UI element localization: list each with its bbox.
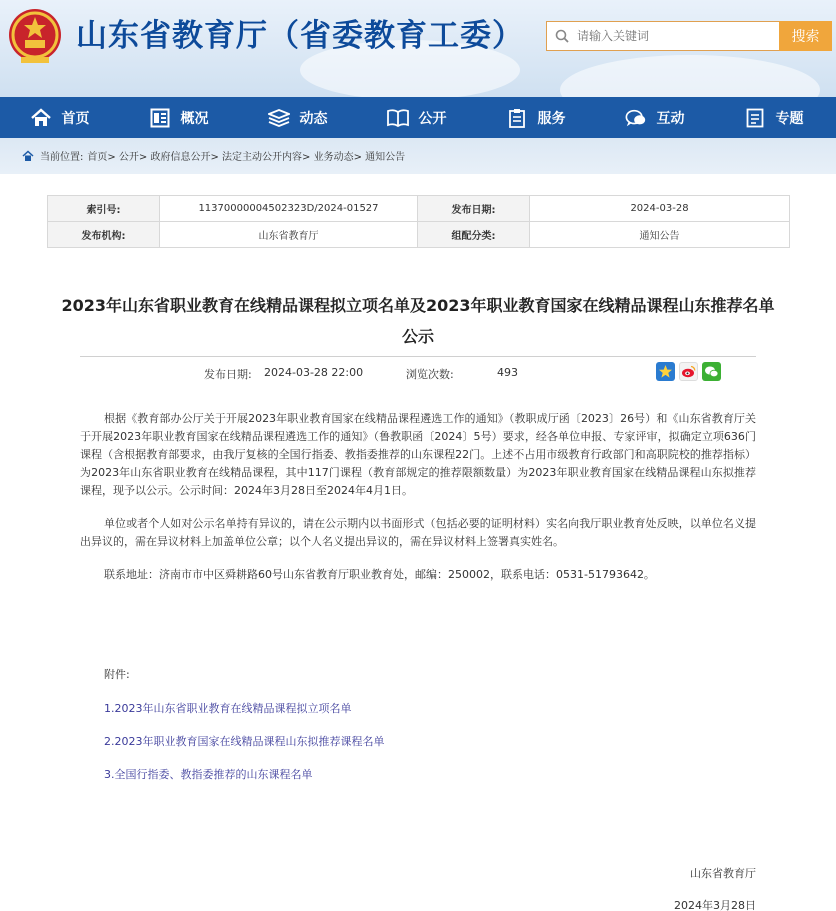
- attachments-label: 附件:: [104, 668, 130, 681]
- category-label: 组配分类:: [418, 222, 530, 248]
- publish-label: 发布日期:: [204, 368, 252, 381]
- search-button[interactable]: 搜索: [779, 21, 832, 51]
- views-label: 浏览次数:: [406, 368, 454, 381]
- home-icon: [22, 150, 34, 162]
- weibo-share-icon[interactable]: [679, 362, 698, 381]
- date-value: 2024-03-28: [530, 196, 790, 222]
- article-title: 2023年山东省职业教育在线精品课程拟立项名单及2023年职业教育国家在线精品课程山东推荐名单公示: [61, 296, 775, 346]
- article-paragraph: 单位或者个人如对公示名单持有异议的，请在公示期内以书面形式（包括必要的证明材料）实名向我厅职业教育处反映，以单位名义提出异议的，需在异议材料上加盖单位公章；以个人名义提出异议的，需在异议材料上签署真实姓名。: [80, 517, 756, 548]
- nav-label: 服务: [537, 110, 566, 127]
- nav-label: 专题: [775, 110, 804, 127]
- share-buttons: [656, 362, 721, 381]
- nav-item-public[interactable]: [357, 97, 476, 138]
- nav-label: 公开: [418, 110, 447, 127]
- contact-paragraph: 联系地址：济南市市中区舜耕路60号山东省教育厅职业教育处，邮编：250002，联系电话：0531-51793642。: [104, 568, 655, 581]
- attachment-link[interactable]: 1.2023年山东省职业教育在线精品课程拟立项名单: [104, 702, 352, 715]
- nav-item-overview[interactable]: [119, 97, 238, 138]
- nav-item-home[interactable]: [0, 97, 119, 138]
- breadcrumb: [22, 148, 405, 163]
- nav-item-service[interactable]: [476, 97, 595, 138]
- site-header: [0, 0, 836, 97]
- clipboard-icon: [506, 107, 528, 129]
- nav-item-interact[interactable]: [595, 97, 714, 138]
- date-label: 发布日期:: [418, 196, 530, 222]
- main-nav: [0, 97, 836, 138]
- search-box[interactable]: [546, 21, 780, 51]
- home-icon: [30, 107, 52, 129]
- publish-value: 2024-03-28 22:00: [264, 366, 364, 379]
- nav-label: 概况: [180, 110, 209, 127]
- breadcrumb-path[interactable]: 首页> 公开> 政府信息公开> 法定主动公开内容> 业务动态> 通知公告: [87, 152, 406, 163]
- nav-label: 动态: [299, 110, 328, 127]
- breadcrumb-prefix: 当前位置:: [40, 152, 84, 163]
- document-icon: [744, 107, 766, 129]
- org-label: 发布机构:: [48, 222, 160, 248]
- header-decoration: [560, 55, 820, 97]
- wechat-share-icon[interactable]: [702, 362, 721, 381]
- meta-table: [47, 195, 790, 248]
- category-value: 通知公告: [530, 222, 790, 248]
- national-emblem-icon: [7, 7, 63, 67]
- signature-org: 山东省教育厅: [690, 867, 756, 880]
- index-label: 索引号:: [48, 196, 160, 222]
- nav-item-topics[interactable]: [714, 97, 833, 138]
- search-input[interactable]: [577, 29, 767, 43]
- index-value: 11370000004502323D/2024-01527: [160, 196, 418, 222]
- book-icon: [387, 107, 409, 129]
- attachment-link[interactable]: 2.2023年职业教育国家在线精品课程山东拟推荐课程名单: [104, 735, 385, 748]
- article-paragraph: 根据《教育部办公厅关于开展2023年职业教育国家在线精品课程遴选工作的通知》（教职成厅函〔2023〕26号）和《山东省教育厅关于开展2023年职业教育国家在线精品课程遴选工作的通知》（鲁教职函〔2024〕5号）要求，经各单位申报、专家评审，拟确定立项636门课程（含根据教育部要求，由我厅复核的全国行指委、教指委推荐的山东课程22门。上述不占用市级教育行政部门和高职院校的推荐指标）为2023年山东省职业教育在线精品课程，其中117门课程（教育部规定的推荐限额数量）为2023年职业教育国家在线精品课程山东拟推荐课程，现予以公示。公示时间：2024年3月28日至2024年4月1日。: [80, 412, 756, 497]
- chat-icon: [625, 107, 647, 129]
- qzone-share-icon[interactable]: [656, 362, 675, 381]
- overview-icon: [149, 107, 171, 129]
- nav-label: 首页: [61, 110, 90, 127]
- title-divider: [80, 356, 756, 357]
- site-title: 山东省教育厅（省委教育工委）: [76, 18, 524, 54]
- search-icon: [547, 22, 577, 50]
- nav-label: 互动: [656, 110, 685, 127]
- layers-icon: [268, 107, 290, 129]
- org-value: 山东省教育厅: [160, 222, 418, 248]
- views-value: 493: [497, 366, 518, 379]
- attachment-link[interactable]: 3.全国行指委、教指委推荐的山东课程名单: [104, 768, 313, 781]
- signature-date: 2024年3月28日: [674, 899, 756, 911]
- nav-item-news[interactable]: [238, 97, 357, 138]
